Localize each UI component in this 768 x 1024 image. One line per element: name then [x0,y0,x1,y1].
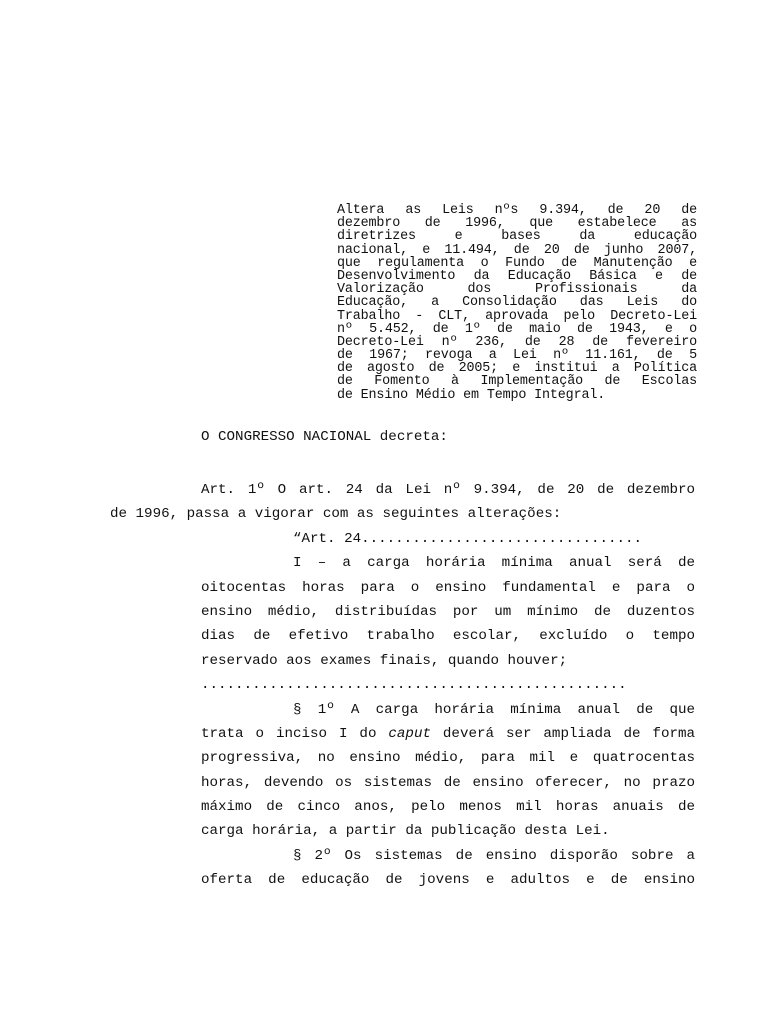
paragraph-2-line: § 2º Os sistemas de ensino disporão sobre a [293,847,695,864]
article-1-line: Art. 1º O art. 24 da Lei nº 9.394, de 20 de dezembro [201,482,695,498]
paragraph-1-text: trata o inciso I do [201,725,389,742]
inciso-line: reservado aos exames finais, quando houver; [201,652,568,669]
ellipsis-line: .................................................. [201,677,627,694]
article-1-line: de 1996, passa a vigorar com as seguintes alterações: [110,506,562,523]
ementa-line: de agosto de 2005; e institui a Política [337,361,697,377]
article-1 [110,478,696,893]
ementa-line: Educação, a Consolidação das Leis do [337,295,697,311]
ementa-line: que regulamenta o Fundo de Manutenção e [337,255,697,271]
ementa-line: Decreto-Lei nº 236, de 28 de fevereiro [337,334,697,350]
ementa-line: nº 5.452, de 1º de maio de 1943, e o [337,321,697,337]
paragraph-1-line: § 1º A carga horária mínima anual de que [293,701,695,718]
ementa-block [337,204,697,402]
paragraph-1-line: progressiva, no ensino médio, para mil e quatrocentas [201,750,695,767]
ementa-line: Desenvolvimento da Educação Básica e de [337,268,697,284]
paragraph-1-text: deverá ser ampliada de forma [430,725,696,742]
paragraph-1-line: carga horária, a partir da publicação desta Lei. [201,823,610,840]
inciso-line: dias de efetivo trabalho escolar, excluído o tempo [201,628,695,645]
inciso-line: ensino médio, distribuídas por um mínimo de duzentos [201,603,695,620]
art24-heading: “Art. 24................................. [293,530,643,547]
enacting-clause: O CONGRESSO NACIONAL decreta: [201,429,448,445]
paragraph-2-line: oferta de educação de jovens e adultos e de ensino [201,872,695,889]
inciso-line: oitocentas horas para o ensino fundamental e para o [201,579,695,596]
ementa-line: Trabalho - CLT, aprovada pelo Decreto-Lei [337,308,697,324]
ementa-line: de 1967; revoga a Lei nº 11.161, de 5 [337,348,697,364]
paragraph-1-line: máximo de cinco anos, pelo menos mil horas anuais de [201,799,695,816]
ementa-line: Altera as Leis nºs 9.394, de 20 de [337,203,697,218]
inciso-line: I – a carga horária mínima anual será de [293,555,695,572]
ementa-line: de Ensino Médio em Tempo Integral. [337,387,606,403]
caput-term: caput [388,725,431,742]
ementa-line: de Fomento à Implementação de Escolas [337,374,697,390]
ementa-line: dezembro de 1996, que estabelece as [337,216,697,232]
paragraph-1-line: horas, devendo os sistemas de ensino oferecer, no prazo [201,774,695,791]
ementa-line: nacional, e 11.494, de 20 de junho 2007, [337,242,697,258]
ementa-line: diretrizes e bases da educação [337,229,697,245]
paragraph-1-line [201,722,695,746]
ementa-line: Valorização dos Profissionais da [337,282,697,298]
